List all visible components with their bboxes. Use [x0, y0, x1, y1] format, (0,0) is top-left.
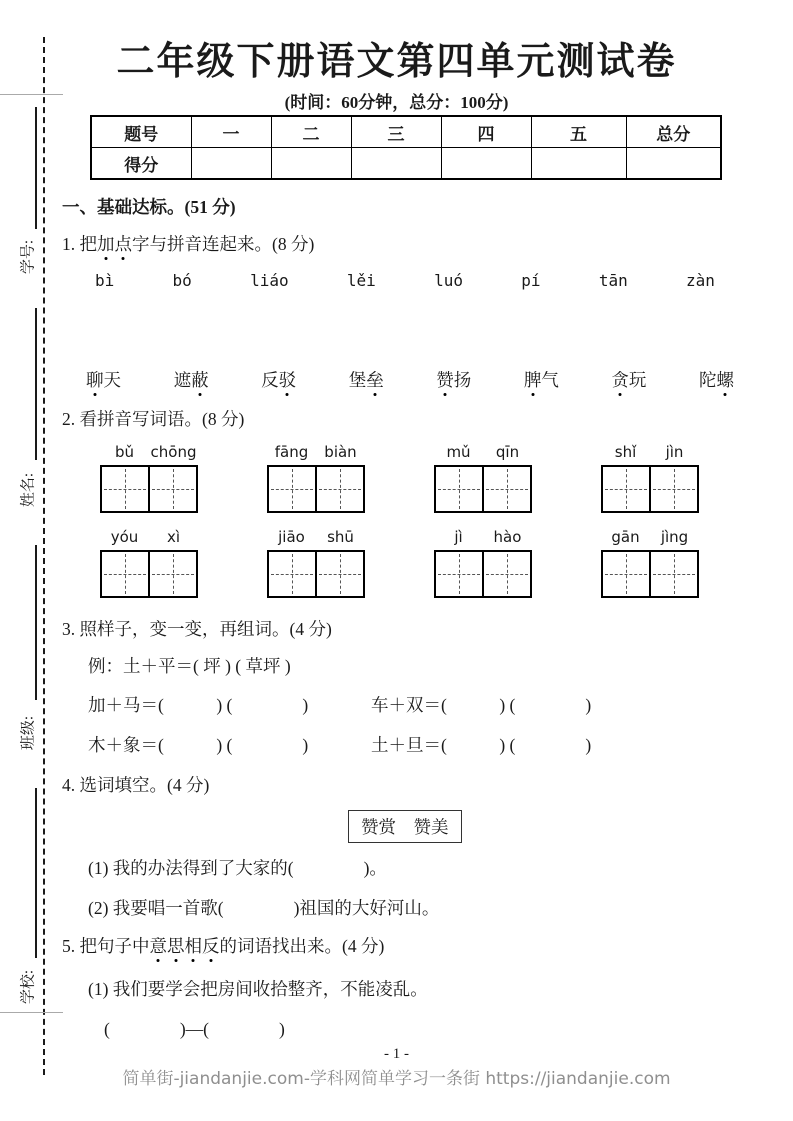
emphasized-char: 相	[185, 933, 203, 958]
q1-pinyin-item: tān	[598, 271, 628, 290]
word-char: 堡	[348, 370, 367, 390]
emphasized-char: 螺	[716, 367, 734, 392]
q2-pinyin-syllable: yóu	[110, 528, 139, 546]
seal-dashed-line	[43, 37, 45, 1075]
q2-pinyin-syllable: jìn	[665, 443, 684, 461]
q1-word-item	[174, 367, 209, 392]
q2-pinyin-syllable: shū	[327, 528, 354, 546]
q1-pinyin-item: bó	[172, 271, 192, 290]
page-number: - 1 -	[384, 1046, 409, 1062]
word-char: 玩	[628, 370, 647, 390]
writing-grid-cell	[317, 552, 363, 596]
emphasized-char: 意	[150, 933, 168, 958]
q1-pinyin-item: luó	[434, 271, 463, 290]
q1-pinyin-item: lěi	[346, 271, 376, 290]
question-1-title	[62, 231, 314, 256]
emphasized-char: 聊	[86, 367, 104, 392]
score-table-column-header: 五	[531, 116, 626, 148]
q2-word-grid-group	[267, 527, 365, 598]
q2-pinyin-syllable: bǔ	[114, 443, 135, 461]
writing-grid-cell	[317, 467, 363, 511]
q3-line2-left: 木＋象＝( ) ( )	[88, 735, 309, 755]
word-char: 遮	[173, 370, 192, 390]
q2-pinyin-pair	[434, 527, 532, 547]
writing-grid-cell	[102, 467, 150, 511]
q5-item-1: (1) 我们要学会把房间收拾整齐，不能凌乱。	[88, 979, 428, 999]
writing-grid	[267, 465, 365, 513]
margin-tick-bottom	[0, 1012, 63, 1013]
q1-title-post: 字与拼音连起来。(8 分)	[132, 234, 315, 254]
page-subtitle: (时间：60分钟，总分：100分)	[284, 93, 509, 112]
q2-word-grid-group	[601, 527, 699, 598]
emphasized-char: 思	[167, 933, 185, 958]
q2-pinyin-syllable: biàn	[324, 443, 357, 461]
q2-pinyin-syllable: shǐ	[614, 443, 637, 461]
margin-write-line	[35, 107, 37, 229]
emphasized-char: 垒	[366, 367, 384, 392]
word-char: 天	[103, 370, 121, 390]
q3-line2-right: 土＋旦＝( ) ( )	[371, 735, 592, 755]
q1-title-pre: 1. 把	[62, 234, 97, 254]
writing-grid-cell	[269, 552, 317, 596]
q2-pinyin-pair	[267, 527, 365, 547]
emphasized-char: 点	[115, 231, 133, 256]
q1-pinyin-item: zàn	[686, 271, 715, 290]
score-table-column-header: 三	[351, 116, 441, 148]
q2-word-grid-group	[601, 442, 699, 513]
q2-word-grid-group	[434, 527, 532, 598]
q3-line-1	[88, 692, 591, 717]
emphasized-char: 驳	[279, 367, 297, 392]
page-title: 二年级下册语文第四单元测试卷	[116, 41, 677, 83]
q2-pinyin-pair	[601, 442, 699, 462]
emphasized-char: 赞	[436, 367, 454, 392]
student-name-label: 姓名:	[20, 472, 37, 508]
q2-pinyin-syllable: jiāo	[278, 528, 305, 546]
emphasized-char: 反	[202, 933, 220, 958]
school-label: 学校:	[20, 969, 37, 1005]
q2-word-grid-group	[100, 442, 198, 513]
q2-pinyin-pair	[434, 442, 532, 462]
q1-word-item	[261, 367, 296, 392]
writing-grid	[434, 465, 532, 513]
q5-title-post: 的词语找出来。(4 分)	[219, 936, 385, 956]
q1-word-item	[86, 367, 121, 392]
score-table-column-header: 总分	[626, 116, 721, 148]
writing-grid	[434, 550, 532, 598]
question-number-label: 题号	[91, 116, 191, 148]
q3-line1-left: 加＋马＝( ) ( )	[88, 695, 309, 715]
score-table-empty-cell	[441, 148, 531, 180]
q2-pinyin-syllable: jìng	[660, 528, 689, 546]
q2-grid-row-1	[100, 442, 699, 513]
q1-pinyin-item: bì	[95, 271, 115, 290]
writing-grid-cell	[651, 467, 697, 511]
q2-pinyin-syllable: hào	[493, 528, 522, 546]
writing-grid-cell	[436, 467, 484, 511]
writing-grid-cell	[436, 552, 484, 596]
score-table-column-header: 一	[191, 116, 271, 148]
q2-pinyin-syllable: fāng	[274, 443, 309, 461]
score-table-score-row	[91, 148, 721, 180]
q4-word-bank: 赞赏 赞美	[348, 810, 462, 843]
writing-grid-cell	[651, 552, 697, 596]
emphasized-char: 贪	[611, 367, 629, 392]
writing-grid	[601, 465, 699, 513]
score-table-empty-cell	[626, 148, 721, 180]
q2-grid-row-2	[100, 527, 699, 598]
word-char: 反	[261, 370, 279, 390]
q2-pinyin-syllable: mǔ	[446, 443, 471, 461]
q1-pinyin-row	[95, 271, 715, 290]
writing-grid-cell	[150, 552, 196, 596]
score-label: 得分	[91, 148, 191, 180]
q5-title-dotted	[150, 936, 220, 956]
margin-write-line	[35, 788, 37, 958]
q1-words-row	[86, 367, 734, 392]
q3-line-2	[88, 732, 591, 757]
writing-grid	[601, 550, 699, 598]
q1-title-dotted	[97, 234, 132, 254]
writing-grid-cell	[150, 467, 196, 511]
writing-grid	[100, 550, 198, 598]
q3-example: 例：土＋平＝( 坪 ) ( 草坪 )	[88, 656, 291, 676]
score-table-empty-cell	[271, 148, 351, 180]
q2-pinyin-pair	[267, 442, 365, 462]
score-table-empty-cell	[531, 148, 626, 180]
q5-answer-line: ( )—( )	[104, 1019, 285, 1039]
q2-word-grid-group	[267, 442, 365, 513]
q5-title-pre: 5. 把句子中	[62, 936, 150, 956]
writing-grid-cell	[102, 552, 150, 596]
q4-item-2: (2) 我要唱一首歌( )祖国的大好河山。	[88, 898, 440, 918]
score-table-column-header: 四	[441, 116, 531, 148]
word-char: 扬	[453, 370, 472, 390]
word-char: 陀	[698, 370, 717, 390]
question-2-title: 2. 看拼音写词语。(8 分)	[62, 409, 245, 429]
q1-word-item	[349, 367, 384, 392]
writing-grid-cell	[484, 467, 530, 511]
score-table	[90, 115, 722, 180]
q2-pinyin-syllable: xì	[166, 528, 181, 546]
q2-pinyin-pair	[601, 527, 699, 547]
emphasized-char: 加	[97, 231, 115, 256]
footer-watermark: 简单街-jiandanjie.com-学科网简单学习一条街 https://jiandanjie.com	[122, 1069, 671, 1089]
section-one-title: 一、基础达标。(51 分)	[62, 197, 236, 217]
word-char: 气	[541, 370, 559, 390]
q2-pinyin-syllable: qīn	[495, 443, 520, 461]
q1-word-item	[524, 367, 559, 392]
writing-grid-cell	[484, 552, 530, 596]
score-table-empty-cell	[191, 148, 271, 180]
q1-pinyin-item: pí	[521, 271, 541, 290]
q1-pinyin-item: liáo	[250, 271, 289, 290]
q2-word-grid-group	[434, 442, 532, 513]
q2-word-grid-group	[100, 527, 198, 598]
margin-write-line	[35, 545, 37, 700]
writing-grid	[267, 550, 365, 598]
writing-grid	[100, 465, 198, 513]
class-label: 班级:	[20, 715, 37, 751]
writing-grid-cell	[269, 467, 317, 511]
score-table-column-header: 二	[271, 116, 351, 148]
q2-pinyin-syllable: chōng	[150, 443, 197, 461]
margin-write-line	[35, 308, 37, 460]
q2-pinyin-pair	[100, 527, 198, 547]
writing-grid-cell	[603, 467, 651, 511]
q2-pinyin-syllable: jì	[454, 528, 463, 546]
q2-pinyin-pair	[100, 442, 198, 462]
emphasized-char: 蔽	[191, 367, 209, 392]
q2-pinyin-syllable: gān	[611, 528, 640, 546]
question-3-title: 3. 照样子，变一变，再组词。(4 分)	[62, 619, 332, 639]
q1-word-item	[436, 367, 471, 392]
q4-item-1: (1) 我的办法得到了大家的( )。	[88, 858, 387, 878]
question-4-title: 4. 选词填空。(4 分)	[62, 775, 210, 795]
question-5-title	[62, 933, 384, 958]
score-table-header-row	[91, 116, 721, 148]
writing-grid-cell	[603, 552, 651, 596]
score-table-empty-cell	[351, 148, 441, 180]
emphasized-char: 脾	[524, 367, 542, 392]
q1-word-item	[699, 367, 734, 392]
q1-word-item	[611, 367, 646, 392]
q3-line1-right: 车＋双＝( ) ( )	[371, 695, 592, 715]
student-id-label: 学号:	[20, 239, 37, 275]
